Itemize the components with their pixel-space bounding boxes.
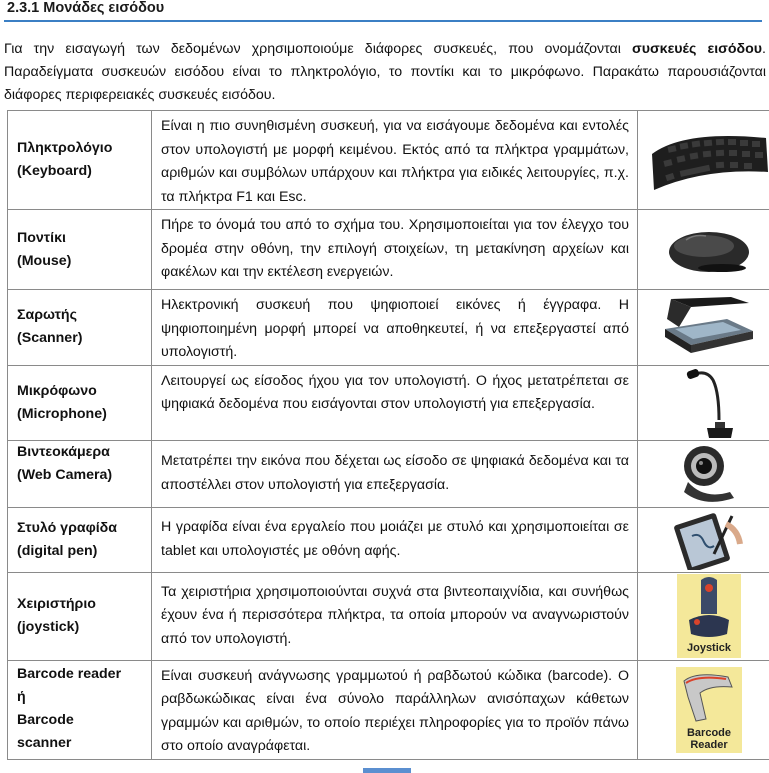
device-name: Πληκτρολόγιο [17,140,113,156]
joystick-caption: Joystick [686,642,732,654]
scanner-image [661,295,757,359]
device-name-cell [8,660,152,759]
device-name-cell [8,111,152,210]
device-name: Μικρόφωνο [17,382,97,399]
joystick-icon [677,574,741,640]
device-name: Στυλό γραφίδα [17,519,117,536]
device-description: Ηλεκτρονική συσκευή που ψηφιοποιεί εικόνες ή έγγραφα. Η ψηφιοποιημένη μορφή μπορεί να αποθηκευτεί, ή να επεξεργαστεί από υπολογιστή. [152,290,638,366]
device-name-connector: ή [17,688,26,705]
digital-pen-image [674,510,744,570]
device-image-cell [638,660,769,759]
device-image-cell [638,111,769,210]
device-description: Μετατρέπει την εικόνα που δέχεται ως είσοδο σε ψηφιακά δεδομένα και τα αποστέλλει στον υπολογιστή για επεξεργασία. [152,440,638,507]
device-description: Τα χειριστήρια χρησιμοποιούνται συχνά στα βιντεοπαιχνίδια, και συνήθως έχουν ένα ή περισσότερα πλήκτρα, τα οποία μπορούν να αναγνωριστούν από τον υπολογιστή. [152,572,638,660]
barcode-reader-image [676,667,742,753]
webcam-image [674,442,744,506]
section-title: 2.3.1 Μονάδες εισόδου [7,0,165,16]
device-image-cell [638,210,769,290]
device-name-cell [8,210,152,290]
intro-text-end: . Παραδείγματα συσκευών εισόδου είναι το πληκτρολόγιο, το ποντίκι και το μικρόφωνο. Παρακάτω παρουσιάζονται διάφορες περιφερειακές συσκευές εισόδου. [4,41,766,103]
device-name: Ποντίκι [17,229,66,246]
page-footer-bar [363,768,411,773]
table-row [8,290,769,366]
device-name-english: (Scanner) [17,330,83,347]
mouse-image [664,220,754,280]
device-name: Barcode reader [17,665,122,682]
device-name-alt-cont: scanner [17,734,72,751]
device-description: Είναι συσκευή ανάγνωσης γραμμωτού ή ραβδωτού κώδικα (barcode). Ο ραβδωκώδικας είναι ένα σύνολο παράλληλων ανισόπαχων κάθετων γραμμών και αριθμών, το οποίο περιέχει πληροφορίες για το προϊόν πάνω στο οποίο αναγράφεται. [152,660,638,759]
device-name-cell [8,365,152,440]
device-name: Χειριστήριο [17,596,96,612]
device-name-english: (Keyboard) [17,163,92,179]
section-heading [4,0,762,22]
input-devices-table [7,110,769,760]
table-row [8,660,769,759]
device-image-cell [638,572,769,660]
intro-bold-term: συσκευές εισόδου [631,41,763,57]
barcode-caption [676,727,742,751]
table-row [8,572,769,660]
device-image-cell [638,290,769,366]
device-image-cell [638,365,769,440]
device-name-cell [8,507,152,572]
device-name-cell [8,290,152,366]
barcode-scanner-icon [676,669,742,723]
keyboard-image [644,124,769,196]
device-name-cell [8,440,152,507]
device-name-english: (Web Camera) [17,466,113,483]
device-description: Η γραφίδα είναι ένα εργαλείο που μοιάζει με στυλό και χρησιμοποιείται σε tablet και υπολογιστές με οθόνη αφής. [152,507,638,572]
device-name-alt: Barcode [17,711,74,728]
device-image-cell [638,440,769,507]
device-description: Πήρε το όνομά του από το σχήμα του. Χρησιμοποιείται για τον έλεγχο του δρομέα στην οθόνη, την επιλογή στοιχείων, τη μετακίνηση αρχείων και φακέλων και την εκτέλεση ενεργειών. [152,210,638,290]
barcode-caption-line1: Barcode [686,726,732,739]
device-name-english: (Microphone) [17,405,107,422]
table-row [8,440,769,507]
device-name: Βιντεοκάμερα [17,443,110,460]
barcode-caption-line2: Reader [690,738,728,751]
device-description: Είναι η πιο συνηθισμένη συσκευή, για να εισάγουμε δεδομένα και εντολές στον υπολογιστή με μορφή κειμένου. Εκτός από τα πλήκτρα γραμμάτων, αριθμών και συμβόλων υπάρχουν και πλήκτρα για ειδικές λειτουργίες, π.χ. τα πλήκτρα F1 και Esc. [152,111,638,210]
table-row [8,111,769,210]
table-row [8,365,769,440]
intro-paragraph [4,38,766,107]
device-name-english: (Mouse) [17,252,72,269]
intro-text-start: Για την εισαγωγή των δεδομένων χρησιμοποιούμε διάφορες συσκευές, που ονομάζονται [4,41,632,57]
table-row [8,507,769,572]
microphone-image [669,366,749,440]
device-name-cell [8,572,152,660]
device-name-english: (digital pen) [17,542,98,559]
device-name: Σαρωτής [17,307,77,324]
joystick-image [677,574,741,658]
device-name-english: (joystick) [17,619,80,635]
device-image-cell [638,507,769,572]
device-description: Λειτουργεί ως είσοδος ήχου για τον υπολογιστή. Ο ήχος μετατρέπεται σε ψηφιακά δεδομένα που εισάγονται στον υπολογιστή για επεξεργασία. [152,365,638,440]
table-row [8,210,769,290]
